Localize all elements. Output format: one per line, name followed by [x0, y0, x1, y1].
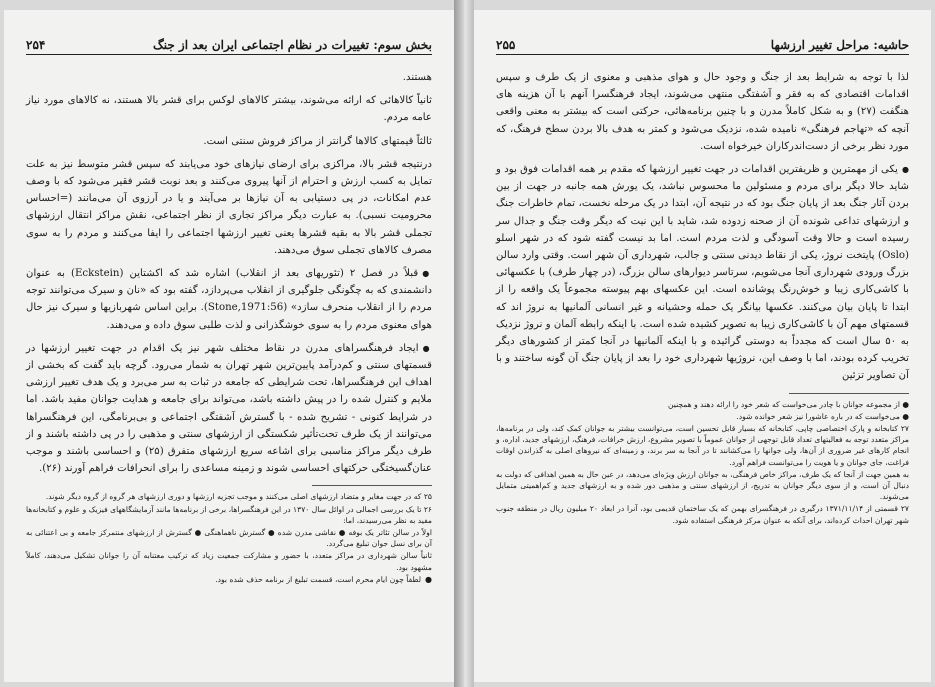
footnote-rule [312, 485, 432, 486]
left-page [4, 10, 454, 682]
footnote: اولاً در سالن تئاتر یک بوفه ● نقاشی مدرن شده ● گسترش ناهماهنگی ● گسترش از ارزشهای منتمرکز جامعه و بی اعتنائی به آن برای نسل جوان تبلیغ می‌گردد. [26, 528, 432, 549]
footnote: ثانیاً سالن شهرداری در مراکز متعدد، با حضور و مشارکت جمعیت زیاد که ترکیب معتنابه آن را جوانان تشکیل می‌دهند، کاملاً مشهود بود. [26, 551, 432, 572]
left-page-number: ۲۵۴ [26, 38, 46, 52]
footnote: ● لطفاً چون ایام محرم است، قسمت تبلیغ از برنامه حذف شده بود. [26, 574, 432, 585]
footnote: به همین جهت از آنجا که یک طرف، مراکز خاص فرهنگی، به جوانان ارزش ویژه‌ای می‌دهد، در عین حال به همین اهدافی که دولت به دنبال آن است، و از سوی دیگر جوانان به تدریج، از ارزشهای سنتی و مذهبی دور شده و به ارزشهای جدید و کم‌اهمیتی متمایل می‌شوند. [496, 469, 909, 502]
footnote: ۲۶ تا یک بررسی اجمالی در اوائل سال ۱۳۷۰ در این فرهنگسراها، برخی از برنامه‌ها مانند آزمایشگاههای فیزیک و علوم و کتابخانه‌ها مفید به نظر می‌رسیدند، اما: [25, 504, 432, 525]
left-footnotes [26, 491, 432, 585]
right-page-header [496, 38, 909, 55]
left-page-header [26, 38, 432, 55]
left-running-head: بخش سوم: تغییرات در نظام اجتماعی ایران بعد از جنگ [152, 38, 432, 52]
footnote: ۲۷ کتابخانه و پارک اختصاصی چاپی، کتابخانه که بسیار قابل تحسین است، می‌توانست بیشتر به جوانان کمک کند، ولی در برنامه‌ها، مراکز متعدد توجه به فعالیتهای تعداد قابل توجهی از جوانان عموماً با تصویر مشروع، ارزش خرافات، فرهنگ، ارزشهای جدید، اداره، و انجام کارهای غیر ضروری از آن‌ها، ولی جوانها را می‌کشانند تا در آنجا به سر برند، و زمینه‌ای که نیروهای اصلی به گذراندن اوقات فراغت، جای جوانان و یا هویت را می‌توانست فراهم آورد. [496, 424, 909, 467]
paragraph: لذا با توجه به شرایط بعد از جنگ و وجود حال و هوای مذهبی و معنوی از یک طرف و سپس اقدامات اقتصادی که به فقر و آشفتگی منتهی می‌شوند، ایجاد فرهنگسرا آنهم با آن هزینه های هنگفت (۲۷) و به شکل کاملاً مدرن و با چنین برنامه‌هائی، حرکتی است که بیشتر به معنی واقعی آنچه که «تهاجم فرهنگی» نامیده شده، نزدیک می‌شود و کمتر به هدف بالا بردن سطح فرهنگ، که مورد نظر برخی از دست‌اندرکاران خیرخواه است. [496, 72, 909, 152]
right-page-number: ۲۵۵ [496, 38, 516, 52]
right-body [496, 69, 909, 385]
paragraph: ثانیاً کالاهائی که ارائه می‌شوند، بیشتر کالاهای لوکس برای قشر بالا هستند، نه کالاهای مورد نیاز عامه مردم. [26, 95, 432, 124]
paragraph: ● ایجاد فرهنگسراهای مدرن در نقاط مختلف شهر نیز یک اقدام در جهت تغییر ارزشها در قسمتهای سنتی و کم‌درآمد پایین‌ترین شهر تهران به شمار می‌رود. گرچه باید گفت که بخشی از اهداف این فرهنگسراها، تحت شرایطی که جامعه در ثبات به سر می‌برد و یک هدف تغییر ارزشی ملایم و کنترل شده را در پیش داشته باشد، می‌تواند برای جامعه و هدایت جوانان مفید باشد. اما در شرایط کنونی - تشریح شده - با گسترش آشفتگی اجتماعی و بی‌برنامگی، این فرهنگسراها می‌توانند از یک طرف تحت‌تأثیر شکستگی از ارزشهای سنتی و مذهبی را در پی داشته باشند و از طرف دیگر مراکز مناسبی برای اشاعه سریع ارزشهای متفرق (۲۵) و احساسی باشند و موجب عنان‌گسیختگی حرکتهای احساسی شوند و زمینه مساعدی را برای انحرافات فراهم آورند (۲۶). [26, 340, 432, 478]
paragraph: ثالثاً قیمتهای کالاها گرانتر از مراکز فروش سنتی است. [203, 135, 432, 147]
paragraph: ● قبلاً در فصل ۲ (تئوریهای بعد از انقلاب) اشاره شد که اکشتاین (Eckstein) به عنوان دانشمندی که به چگونگی جلوگیری از انقلاب می‌پردازد، گفته بود که «نان و سیرک می‌توانند توجه مردم را از انقلاب منحرف سازد» (Stone,1971:56). براین اساس شهربازیها و سیرک نیز حال هوای معنوی مردم را به سوی خوشگذرانی و لذت طلبی سوق داده و می‌دهند. [26, 265, 432, 334]
right-running-head: حاشیه: مراحل تغییر ارزشها [770, 38, 909, 52]
right-page [474, 10, 931, 682]
paragraph: ● یکی از مهمترین و ظریفترین اقدامات در جهت تغییر ارزشها که مقدم بر همه اقدامات فوق بود و شاید حالا دیگر برای مردم و مسئولین ما محسوس نباشد، یک یورش همه جانبه در جهت از بین بردن آثار جنگ بعد از پایان جنگ بود که در نتیجه آن، ابتدا در یک مرحله نخست، تمام خاطرات جنگ و ارزشهای تداعی شونده آن از صحنه زدوده شد، شاید با این نیت که دیگر وقت جنگ و جدال سر رسیده است و حالا وقت آسودگی و لذت مردم است. اما بد نیست گفته شود که در شهر اسلو (Oslo) پایتخت نروژ، یکی از نقاط دیدنی سنتی و جالب، شهرداری آن شهر است. وقتی وارد سالن بزرگ ورودی شهرداری آنجا می‌شویم، سرتاسر دیوارهای سالن بزرگ، (در چهار طرف) با عکسهائی با کاشی‌کاری زیبا و خوش‌رنگ پوشانده است. این عکسهای بهم پیوسته مجموعاً یک واقعه را از ابتدا تا پایان بیان می‌کنند. عکسها بیانگر یک حمله وحشیانه و غیر انسانی آلمانیها به نروژ اند که قسمتهای مهم آن با کاشی‌کاری زیبا به تصویر کشیده شده است. با اینکه رابطه آلمان و نروژ نزدیک به ۵۰ سال است که مجدداً به دوستی گرائیده و با اینکه آلمانیها در آنجا کمتر از کشورهای دیگر تخریب کرده بودند، اما با وصف این، نروژیها شهرداری خود را بعد از پایان جنگ آن گونه ساختند و با آن تصاویر تزئین [496, 161, 909, 385]
left-body [26, 69, 432, 477]
footnote: ۲۷ قسمتی از ۱۳۷۱/۱۱/۱۴ درگیری در فرهنگسرای بهمن که یک ساختمان قدیمی بود، آنرا در ابعاد ۲۰ میلیون ریال در منطقه جنوب شهر تهران احداث کرده‌اند، برای آنکه به عنوان مرکز فرهنگی استفاده شود. [496, 504, 909, 525]
right-footnotes [496, 399, 909, 526]
footnote: ● می‌خواست که در باره عاشورا نیز شعر خوانده شود. [736, 411, 909, 421]
footnote-rule [789, 393, 909, 394]
paragraph: هستند. [402, 72, 432, 83]
book-gutter [454, 0, 474, 687]
footnote: ● از مجموعه جوانان با چادر می‌خواست که شعر خود را ارائه دهند و همچنین [668, 399, 909, 409]
paragraph: درنتیجه قشر بالا، مراکزی برای ارضای نیازهای خود می‌یابند که سپس قشر متوسط نیز به علت تمایل به کسب ارزش و احترام از آنها پیروی می‌کنند و بعد نوبت قشر فقیر می‌شود که با وصف عدم امکانات، در پی دستیابی به آن نیازها بر می‌آیند و یا در آرزوی آن می‌مانند (=احساس محرومیت نسبی). به عبارت دیگر مراکز تجاری از نظر اجتماعی، نقش مراکز انتقال ارزشهای تجملی قشر بالا به بقیه قشرها یعنی تغییر ارزشها اجتماعی را ایفا می‌کنند و مردم را به سوی مصرف کالاهای تجملی سوق می‌دهند. [26, 158, 432, 256]
footnote: ۲۵ که در جهت مغایر و متضاد ارزشهای اصلی می‌کنند و موجب تجزیه ارزشها و دوری ارزشهای هر گروه از گروه دیگر شوند. [45, 492, 432, 502]
